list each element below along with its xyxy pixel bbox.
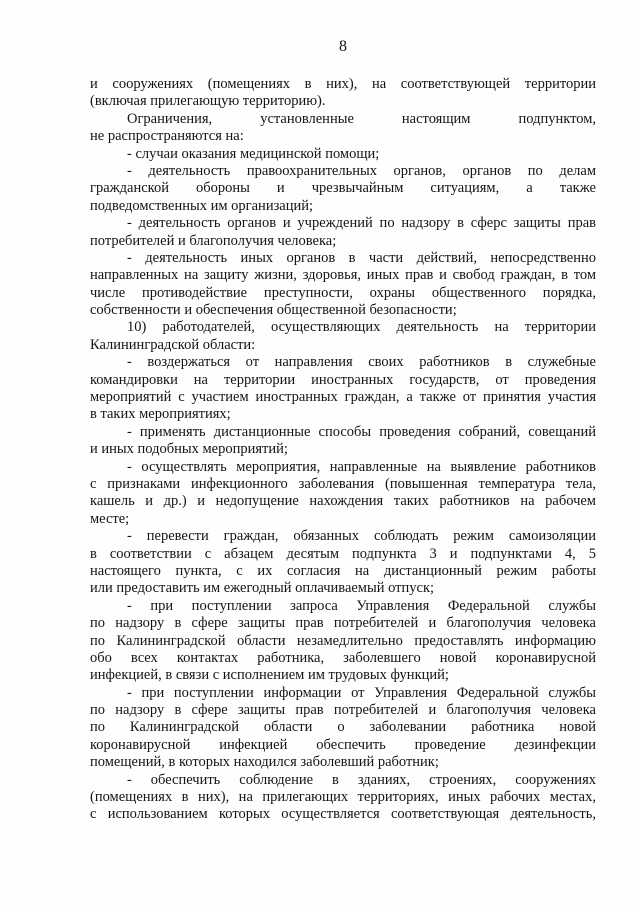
text-line: Калининградской области: (90, 336, 256, 353)
text-line: - деятельность органов и учреждений по надзору в сферс защиты прав (127, 215, 596, 232)
text-line: не распространяются на: (90, 128, 244, 145)
text-line: и иных подобных мероприятий; (90, 441, 288, 458)
text-line: 10) работодателей, осуществляющих деятельность на территории (127, 319, 596, 336)
text-line: - деятельность правоохранительных органов, органов по делам (127, 162, 596, 179)
text-line: и сооружениях (помещениях в них), на соответствующей территории (90, 76, 596, 92)
text-line: потребителей и благополучия человека; (90, 232, 337, 249)
text-line: по Калининградской области о заболевании работника новой (90, 719, 596, 736)
document-body (90, 76, 596, 824)
text-line: в таких мероприятиях; (90, 406, 231, 423)
text-line: направленных на защиту жизни, здоровья, иных прав и свобод граждан, в том (90, 267, 596, 284)
text-line: месте; (90, 510, 130, 527)
text-line: кашель и др.) и недопущение нахождения таких работников на рабочем (90, 493, 596, 510)
text-line: - обеспечить соблюдение в зданиях, строениях, сооружениях (127, 771, 596, 788)
text-line: (включая прилегающую территорию). (90, 93, 326, 110)
text-line: мероприятий с участием иностранных граждан, а также от принятия участия (90, 389, 596, 406)
text-line: числе противодействие преступности, охраны общественного порядка, (90, 284, 596, 301)
text-line: с использованием которых осуществляется соответствующая деятельность, (90, 806, 596, 823)
text-line: - осуществлять мероприятия, направленные на выявление работников (127, 458, 596, 475)
text-line: - случаи оказания медицинской помощи; (127, 145, 380, 162)
text-line: - воздержаться от направления своих работников в служебные (127, 354, 596, 371)
text-line: инфекцией, в связи с исполнением им трудовых функций; (90, 667, 449, 684)
text-line: - при поступлении информации от Управления Федеральной службы (127, 684, 596, 701)
text-line: по надзору в сфере защиты прав потребителей и благополучия человека (90, 702, 596, 719)
text-line: обо всех контактах работника, заболевшего новой коронавирусной (90, 649, 596, 666)
text-line: коронавирусной инфекцией обеспечить проведение дезинфекции (90, 736, 596, 753)
text-line: настоящего пункта, с их согласия на дистанционный режим работы (90, 562, 596, 579)
text-line: - при поступлении запроса Управления Федеральной службы (127, 597, 596, 614)
text-line: - деятельность иных органов в части действий, непосредственно (127, 249, 596, 266)
text-line: по надзору в сфере защиты прав потребителей и благополучия человека (90, 615, 596, 632)
text-line: командировки на территории иностранных государств, от проведения (90, 371, 596, 388)
text-line: или предоставить им ежегодный оплачиваемый отпуск; (90, 580, 435, 597)
text-line: собственности и обеспечения общественной безопасности; (90, 302, 457, 319)
text-line: помещений, в которых находился заболевший работник; (90, 754, 439, 771)
text-line: гражданской обороны и чрезвычайным ситуациям, а также (90, 180, 596, 197)
text-line: с признаками инфекционного заболевания (повышенная температура тела, (90, 475, 596, 492)
text-line: подведомственных им организаций; (90, 197, 314, 214)
text-line: в соответствии с абзацем десятым подпункта 3 и подпунктами 4, 5 (90, 545, 596, 562)
text-line: - перевести граждан, обязанных соблюдать режим самоизоляции (127, 528, 596, 545)
text-line: по Калининградской области незамедлительно предоставлять информацию (90, 632, 596, 649)
text-line: Ограничения, установленные настоящим подпунктом, (127, 110, 596, 127)
text-line: (помещениях в них), на прилегающих территориях, иных рабочих местах, (90, 789, 596, 806)
text-line: - применять дистанционные способы проведения собраний, совещаний (127, 423, 596, 440)
page-number: 8 (339, 38, 347, 55)
